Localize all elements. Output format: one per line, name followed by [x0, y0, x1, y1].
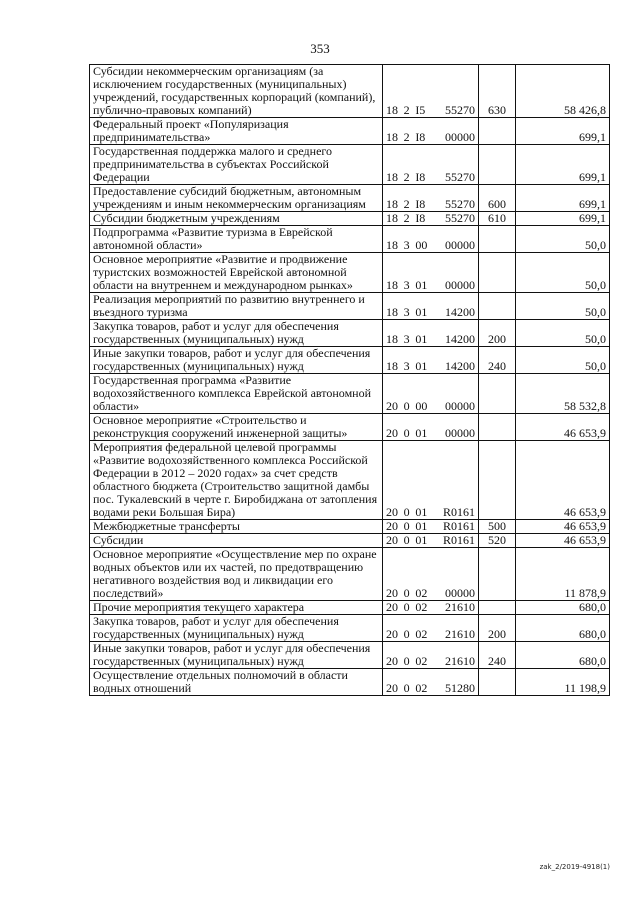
row-code	[383, 615, 479, 642]
row-code	[383, 347, 479, 374]
row-code	[383, 65, 479, 118]
row-expense-type: 610	[479, 212, 516, 226]
row-amount: 58 426,8	[516, 65, 610, 118]
code-event: 02	[415, 627, 428, 641]
code-program: 18	[386, 359, 398, 373]
code-event: 01	[415, 519, 428, 533]
code-direction: 14200	[444, 332, 475, 346]
code-subprogram: 0	[403, 519, 410, 533]
row-amount: 50,0	[516, 320, 610, 347]
row-name: Основное мероприятие «Строительство и реконструкция сооружений инженерной защиты»	[90, 414, 383, 441]
code-direction: 00000	[444, 426, 475, 440]
row-code	[383, 548, 479, 601]
row-expense-type	[479, 226, 516, 253]
row-expense-type	[479, 118, 516, 145]
code-program: 20	[386, 426, 398, 440]
row-amount: 46 653,9	[516, 534, 610, 548]
document-code: zak_2/2019-4918(1)	[539, 863, 610, 871]
row-name: Иные закупки товаров, работ и услуг для обеспечения государственных (муниципальных) нужд	[90, 347, 383, 374]
code-event: 02	[415, 654, 428, 668]
row-amount: 50,0	[516, 253, 610, 293]
code-event: 01	[415, 533, 428, 547]
code-event: 01	[415, 305, 428, 319]
table-row	[90, 185, 610, 212]
code-direction: 14200	[444, 359, 475, 373]
row-amount: 50,0	[516, 347, 610, 374]
code-event: 01	[415, 332, 428, 346]
code-program: 18	[386, 305, 398, 319]
code-program: 20	[386, 681, 398, 695]
row-amount: 699,1	[516, 185, 610, 212]
code-event: I8	[415, 197, 426, 211]
code-subprogram: 2	[403, 103, 410, 117]
table-row	[90, 374, 610, 414]
table-row	[90, 253, 610, 293]
code-subprogram: 2	[403, 197, 410, 211]
code-program: 20	[386, 654, 398, 668]
code-direction: 00000	[444, 586, 475, 600]
code-program: 20	[386, 600, 398, 614]
code-subprogram: 3	[403, 305, 410, 319]
code-direction: R0161	[442, 519, 475, 533]
row-amount: 58 532,8	[516, 374, 610, 414]
code-direction: 00000	[444, 130, 475, 144]
code-event: I5	[415, 103, 426, 117]
code-event: 02	[415, 600, 428, 614]
row-amount: 699,1	[516, 145, 610, 185]
code-direction: 00000	[444, 278, 475, 292]
code-direction: 55270	[444, 197, 475, 211]
row-amount: 699,1	[516, 118, 610, 145]
row-code	[383, 320, 479, 347]
code-subprogram: 0	[403, 654, 410, 668]
table-row	[90, 642, 610, 669]
code-event: 01	[415, 505, 428, 519]
code-direction: R0161	[442, 533, 475, 547]
code-event: 01	[415, 278, 428, 292]
row-code	[383, 414, 479, 441]
row-name: Основное мероприятие «Осуществление мер по охране водных объектов или их частей, по предотвращению негативного воздействия вод и ликвидации его последствий»	[90, 548, 383, 601]
row-expense-type	[479, 253, 516, 293]
row-code	[383, 534, 479, 548]
row-expense-type	[479, 669, 516, 696]
code-event: 00	[415, 238, 428, 252]
code-direction: 00000	[444, 238, 475, 252]
table-row	[90, 669, 610, 696]
row-name: Предоставление субсидий бюджетным, автономным учреждениям и иным некоммерческим организациям	[90, 185, 383, 212]
row-name: Закупка товаров, работ и услуг для обеспечения государственных (муниципальных) нужд	[90, 320, 383, 347]
row-amount: 680,0	[516, 642, 610, 669]
table-row	[90, 293, 610, 320]
row-code	[383, 145, 479, 185]
code-program: 20	[386, 627, 398, 641]
row-name: Межбюджетные трансферты	[90, 520, 383, 534]
row-expense-type	[479, 414, 516, 441]
code-event: 00	[415, 399, 428, 413]
code-direction: 21610	[444, 654, 475, 668]
table-row	[90, 615, 610, 642]
row-expense-type: 240	[479, 347, 516, 374]
row-name: Федеральный проект «Популяризация предпринимательства»	[90, 118, 383, 145]
code-subprogram: 0	[403, 533, 410, 547]
row-code	[383, 253, 479, 293]
table-row	[90, 441, 610, 520]
code-event: 02	[415, 681, 428, 695]
table-row	[90, 534, 610, 548]
row-expense-type: 630	[479, 65, 516, 118]
code-program: 18	[386, 170, 398, 184]
row-expense-type: 520	[479, 534, 516, 548]
row-name: Государственная программа «Развитие водохозяйственного комплекса Еврейской автономной области»	[90, 374, 383, 414]
code-direction: R0161	[442, 505, 475, 519]
row-expense-type: 200	[479, 320, 516, 347]
code-subprogram: 3	[403, 278, 410, 292]
code-subprogram: 0	[403, 627, 410, 641]
code-event: 01	[415, 426, 428, 440]
code-subprogram: 2	[403, 211, 410, 225]
row-amount: 680,0	[516, 601, 610, 615]
row-code	[383, 226, 479, 253]
code-direction: 21610	[444, 600, 475, 614]
row-code	[383, 642, 479, 669]
code-program: 20	[386, 533, 398, 547]
code-subprogram: 0	[403, 426, 410, 440]
code-direction: 21610	[444, 627, 475, 641]
row-name: Реализация мероприятий по развитию внутреннего и въездного туризма	[90, 293, 383, 320]
row-amount: 46 653,9	[516, 414, 610, 441]
code-program: 20	[386, 399, 398, 413]
row-expense-type	[479, 145, 516, 185]
row-name: Субсидии бюджетным учреждениям	[90, 212, 383, 226]
code-event: I8	[415, 211, 426, 225]
row-code	[383, 669, 479, 696]
code-subprogram: 0	[403, 681, 410, 695]
code-program: 18	[386, 103, 398, 117]
code-direction: 51280	[444, 681, 475, 695]
row-name: Основное мероприятие «Развитие и продвижение туристских возможностей Еврейской автономной области на внутреннем и международном рынках»	[90, 253, 383, 293]
row-amount: 50,0	[516, 226, 610, 253]
code-program: 18	[386, 238, 398, 252]
code-subprogram: 0	[403, 600, 410, 614]
row-code	[383, 118, 479, 145]
row-amount: 11 878,9	[516, 548, 610, 601]
code-subprogram: 3	[403, 359, 410, 373]
table-row	[90, 347, 610, 374]
table-row	[90, 226, 610, 253]
code-direction: 00000	[444, 399, 475, 413]
row-amount: 699,1	[516, 212, 610, 226]
row-amount: 11 198,9	[516, 669, 610, 696]
row-name: Прочие мероприятия текущего характера	[90, 601, 383, 615]
row-name: Субсидии некоммерческим организациям (за исключением государственных (муниципальных) учреждений, государственных корпораций (компаний), публично-правовых компаний)	[90, 65, 383, 118]
row-code	[383, 185, 479, 212]
table-row	[90, 601, 610, 615]
row-amount: 46 653,9	[516, 441, 610, 520]
table-row	[90, 414, 610, 441]
table-row	[90, 145, 610, 185]
row-expense-type	[479, 441, 516, 520]
code-program: 18	[386, 130, 398, 144]
row-expense-type	[479, 601, 516, 615]
code-event: I8	[415, 130, 426, 144]
row-name: Осуществление отдельных полномочий в области водных отношений	[90, 669, 383, 696]
row-code	[383, 374, 479, 414]
row-expense-type: 500	[479, 520, 516, 534]
row-name: Иные закупки товаров, работ и услуг для обеспечения государственных (муниципальных) нужд	[90, 642, 383, 669]
row-expense-type	[479, 374, 516, 414]
table-row	[90, 65, 610, 118]
table-row	[90, 520, 610, 534]
row-expense-type	[479, 548, 516, 601]
code-program: 20	[386, 586, 398, 600]
row-code	[383, 293, 479, 320]
code-program: 18	[386, 197, 398, 211]
table-row	[90, 548, 610, 601]
code-subprogram: 3	[403, 332, 410, 346]
budget-table	[89, 64, 610, 696]
row-name: Субсидии	[90, 534, 383, 548]
table-row	[90, 212, 610, 226]
table-row	[90, 118, 610, 145]
row-expense-type	[479, 293, 516, 320]
row-name: Закупка товаров, работ и услуг для обеспечения государственных (муниципальных) нужд	[90, 615, 383, 642]
code-direction: 55270	[444, 170, 475, 184]
code-subprogram: 0	[403, 399, 410, 413]
row-name: Государственная поддержка малого и среднего предпринимательства в субъектах Российской Федерации	[90, 145, 383, 185]
code-direction: 14200	[444, 305, 475, 319]
row-expense-type: 200	[479, 615, 516, 642]
row-amount: 46 653,9	[516, 520, 610, 534]
row-code	[383, 601, 479, 615]
code-program: 18	[386, 278, 398, 292]
code-subprogram: 2	[403, 170, 410, 184]
code-subprogram: 3	[403, 238, 410, 252]
row-expense-type: 600	[479, 185, 516, 212]
row-amount: 680,0	[516, 615, 610, 642]
row-name: Подпрограмма «Развитие туризма в Еврейской автономной области»	[90, 226, 383, 253]
code-event: 02	[415, 586, 428, 600]
row-name: Мероприятия федеральной целевой программы «Развитие водохозяйственного комплекса Российской Федерации в 2012 – 2020 годах» за счет средств областного бюджета (Строительство защитной дамбы пос. Тукалевский в черте г. Биробиджана от затопления водами реки Большая Бира)	[90, 441, 383, 520]
code-direction: 55270	[444, 211, 475, 225]
code-subprogram: 2	[403, 130, 410, 144]
budget-table-body	[90, 65, 610, 696]
row-expense-type: 240	[479, 642, 516, 669]
row-code	[383, 212, 479, 226]
code-program: 18	[386, 332, 398, 346]
code-event: I8	[415, 170, 426, 184]
row-amount: 50,0	[516, 293, 610, 320]
code-direction: 55270	[444, 103, 475, 117]
row-code	[383, 441, 479, 520]
table-row	[90, 320, 610, 347]
code-event: 01	[415, 359, 428, 373]
code-program: 20	[386, 505, 398, 519]
code-subprogram: 0	[403, 505, 410, 519]
code-program: 18	[386, 211, 398, 225]
row-code	[383, 520, 479, 534]
code-program: 20	[386, 519, 398, 533]
code-subprogram: 0	[403, 586, 410, 600]
page-number: 353	[310, 41, 330, 56]
